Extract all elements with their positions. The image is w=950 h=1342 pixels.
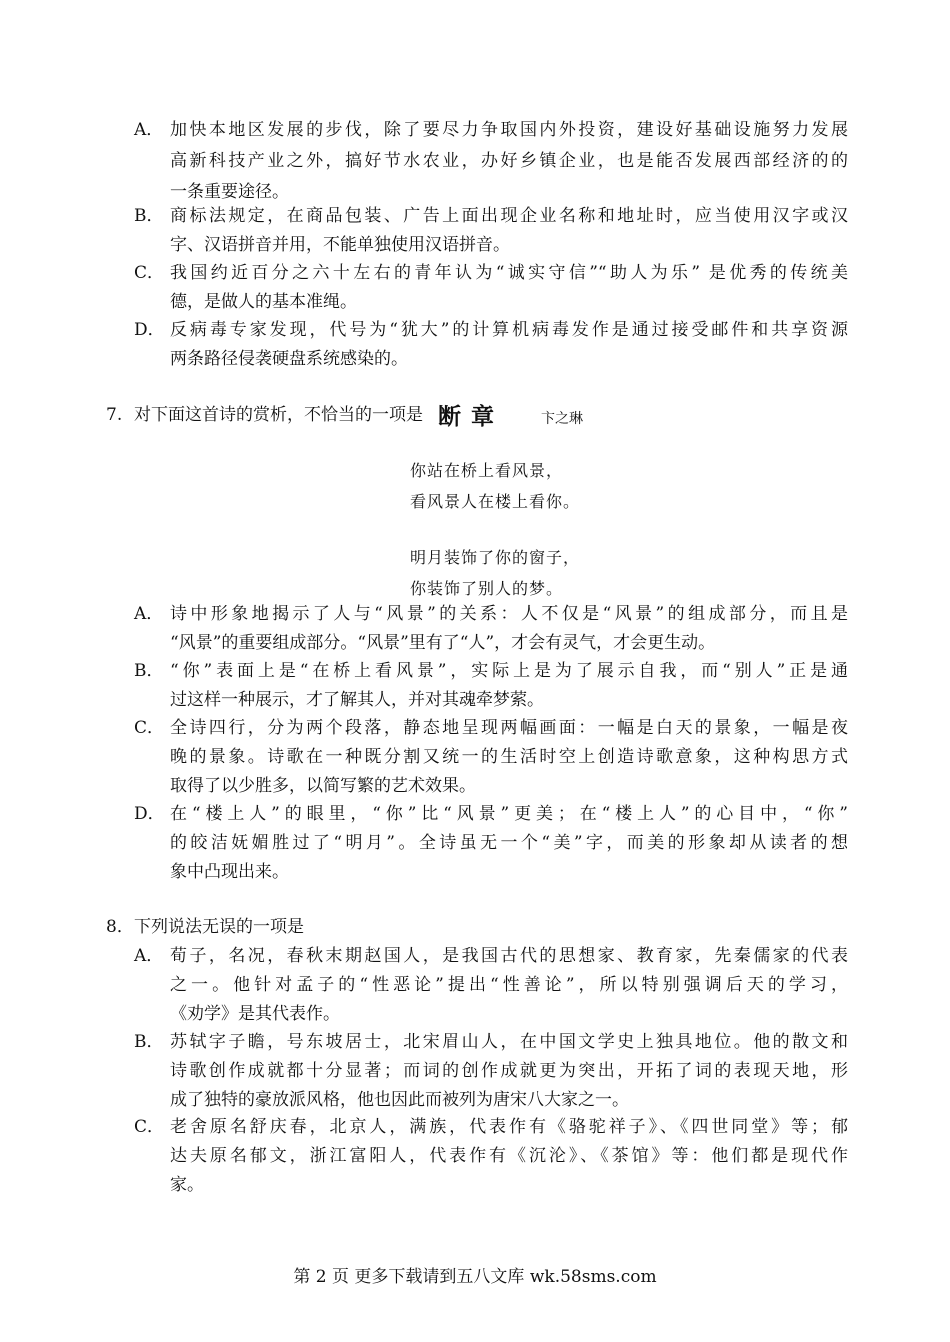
option-letter: D．	[134, 804, 165, 824]
option-line: 过这样一种展示，才了解其人，并对其魂牵梦萦。	[170, 690, 544, 710]
option-line: 成了独特的豪放派风格，他也因此而被列为唐宋八大家之一。	[170, 1090, 629, 1110]
option-line: 我国约近百分之六十左右的青年认为“诚实守信”“助人为乐” 是优秀的传统美	[170, 263, 848, 283]
option-line: 高新科技产业之外，搞好节水农业，办好乡镇企业，也是能否发展西部经济的的	[170, 151, 848, 171]
poem-title: 断章	[438, 404, 504, 430]
poem-line: 看风景人在楼上看你。	[410, 492, 581, 511]
poem-line: 你站在桥上看风景，	[410, 461, 564, 480]
question-prompt: 下列说法无误的一项是	[134, 917, 304, 937]
option-letter: A．	[134, 946, 164, 966]
option-letter: C．	[134, 263, 165, 283]
option-letter: D．	[134, 320, 165, 340]
option-letter: B．	[134, 206, 164, 226]
poem-line: 你装饰了别人的梦。	[410, 579, 564, 598]
option-line: 《劝学》是其代表作。	[170, 1004, 340, 1024]
option-line: 诗中形象地揭示了人与“风景”的关系：人不仅是“风景”的组成部分，而且是	[170, 604, 848, 624]
option-line: 荀子，名况，春秋末期赵国人，是我国古代的思想家、教育家，先秦儒家的代表	[170, 946, 848, 966]
option-line: “你”表面上是“在桥上看风景”，实际上是为了展示自我，而“别人”正是通	[170, 661, 848, 681]
option-line: “风景”的重要组成部分。“风景”里有了“人”，才会有灵气，才会更生动。	[170, 633, 716, 653]
option-letter: B．	[134, 1032, 164, 1052]
option-line: 德，是做人的基本准绳。	[170, 292, 357, 312]
option-line: 字、汉语拼音并用，不能单独使用汉语拼音。	[170, 235, 510, 255]
option-line: 两条路径侵袭硬盘系统感染的。	[170, 349, 408, 369]
question-prompt: 对下面这首诗的赏析，不恰当的一项是	[134, 405, 423, 425]
option-letter: C．	[134, 718, 165, 738]
option-line: 诗歌创作成就都十分显著；而词的创作成就更为突出，开拓了词的表现天地，形	[170, 1061, 848, 1081]
option-line: 在“楼上人”的眼里，“你”比“风景”更美；在“楼上人”的心目中，“你”	[170, 804, 848, 824]
option-line: 的皎洁妩媚胜过了“明月”。全诗虽无一个“美”字，而美的形象却从读者的想	[170, 833, 848, 853]
option-line: 之一。他针对孟子的“性恶论”提出“性善论”，所以特别强调后天的学习，	[170, 975, 848, 995]
option-line: 反病毒专家发现，代号为“犹大”的计算机病毒发作是通过接受邮件和共享资源	[170, 320, 848, 340]
option-line: 全诗四行，分为两个段落，静态地呈现两幅画面：一幅是白天的景象，一幅是夜	[170, 718, 848, 738]
option-letter: A．	[134, 604, 164, 624]
option-line: 苏轼字子瞻，号东坡居士，北宋眉山人，在中国文学史上独具地位。他的散文和	[170, 1032, 848, 1052]
option-letter: C．	[134, 1117, 165, 1137]
option-line: 达夫原名郁文，浙江富阳人，代表作有《沉沦》、《茶馆》等：他们都是现代作	[170, 1146, 848, 1166]
option-letter: B．	[134, 661, 164, 681]
option-line: 晚的景象。诗歌在一种既分割又统一的生活时空上创造诗歌意象，这种构思方式	[170, 747, 848, 767]
option-line: 老舍原名舒庆春，北京人，满族，代表作有《骆驼祥子》、《四世同堂》等；郁	[170, 1117, 848, 1137]
question-number: 8．	[106, 917, 134, 937]
option-line: 商标法规定，在商品包装、广告上面出现企业名称和地址时，应当使用汉字或汉	[170, 206, 848, 226]
option-line: 一条重要途径。	[170, 182, 289, 202]
option-letter: A．	[134, 120, 164, 140]
option-line: 取得了以少胜多，以简写繁的艺术效果。	[170, 776, 476, 796]
option-line: 家。	[170, 1175, 204, 1195]
option-line: 象中凸现出来。	[170, 862, 289, 882]
poem-author: 卞之琳	[541, 411, 583, 427]
question-number: 7.	[106, 405, 123, 425]
page-footer: 第 2 页 更多下载请到五八文库 wk.58sms.com	[293, 1267, 657, 1287]
poem-line: 明月装饰了你的窗子，	[410, 548, 581, 567]
option-line: 加快本地区发展的步伐，除了要尽力争取国内外投资，建设好基础设施努力发展	[170, 120, 848, 140]
